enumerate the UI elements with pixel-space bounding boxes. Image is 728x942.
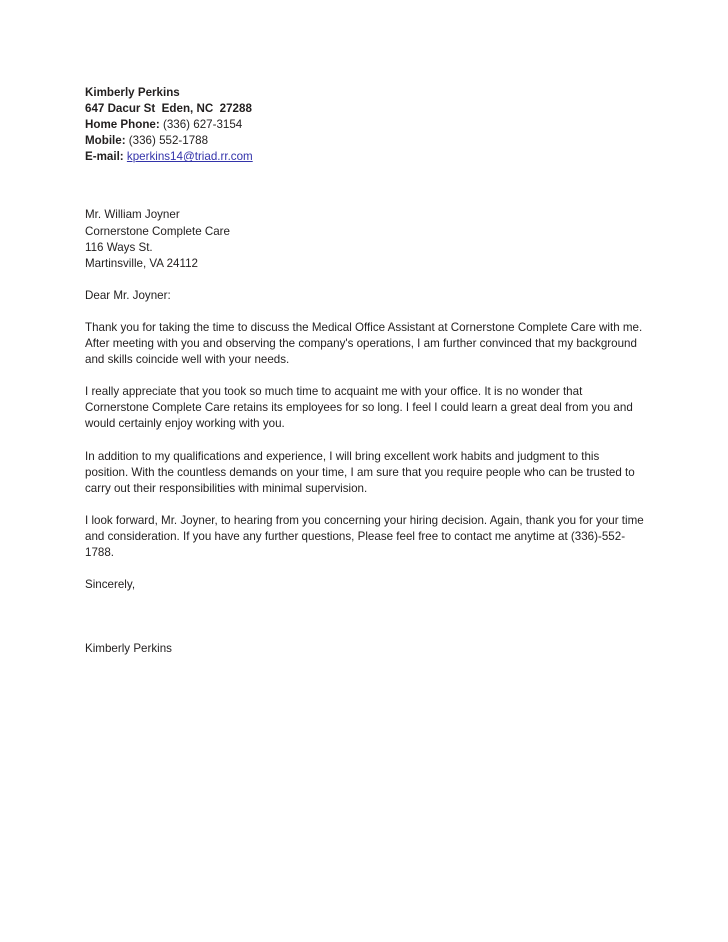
email-link[interactable]: kperkins14@triad.rr.com (126, 150, 253, 164)
mobile-label: Mobile: (85, 134, 126, 148)
sender-street-address: 647 Dacur St Eden, NC 27288 (85, 102, 252, 116)
body-paragraph-1: Thank you for taking the time to discuss the Medical Office Assistant at Cornerstone Complete Care with me. After meeting with you and observing the company's operations, I am further convinced that my background and skills coincide well with your needs. (85, 320, 643, 367)
closing-salutation: Sincerely, (85, 578, 136, 592)
sender-email (85, 149, 648, 165)
email-label: E-mail: (85, 150, 124, 164)
sender-home-phone (85, 117, 648, 133)
sender-address-block (85, 85, 648, 165)
recipient-address-block (85, 207, 648, 271)
body-paragraph-3: In addition to my qualifications and experience, I will bring excellent work habits and judgment to this position. With the countless demands on your time, I am sure that you require people who can be trusted to carry out their responsibilities with minimal supervision. (85, 449, 635, 495)
sender-name: Kimberly Perkins (85, 86, 180, 99)
recipient-name: Mr. William Joyner (85, 208, 180, 222)
body-paragraph-4: I look forward, Mr. Joyner, to hearing from you concerning your hiring decision. Again, thank you for your time and consideration. If you have any further questions, Please feel free to contact me anytime at (336)-552-1788. (85, 513, 644, 559)
recipient-street: 116 Ways St. (85, 240, 153, 254)
body-paragraph-2: I really appreciate that you took so much time to acquaint me with your office. It is no wonder that Cornerstone Complete Care retains its employees for so long. I feel I could learn a great deal from you and would certainly enjoy working with you. (85, 385, 633, 431)
salutation: Dear Mr. Joyner: (85, 288, 171, 302)
recipient-company: Cornerstone Complete Care (85, 224, 230, 238)
recipient-city-state-zip: Martinsville, VA 24112 (85, 256, 198, 270)
home-phone-label: Home Phone: (85, 118, 160, 132)
home-phone-value: (336) 627-3154 (159, 118, 243, 132)
signature-space (85, 593, 648, 641)
sender-mobile-phone (85, 133, 648, 149)
mobile-value: (336) 552-1788 (125, 134, 209, 148)
signature-name: Kimberly Perkins (85, 642, 172, 656)
